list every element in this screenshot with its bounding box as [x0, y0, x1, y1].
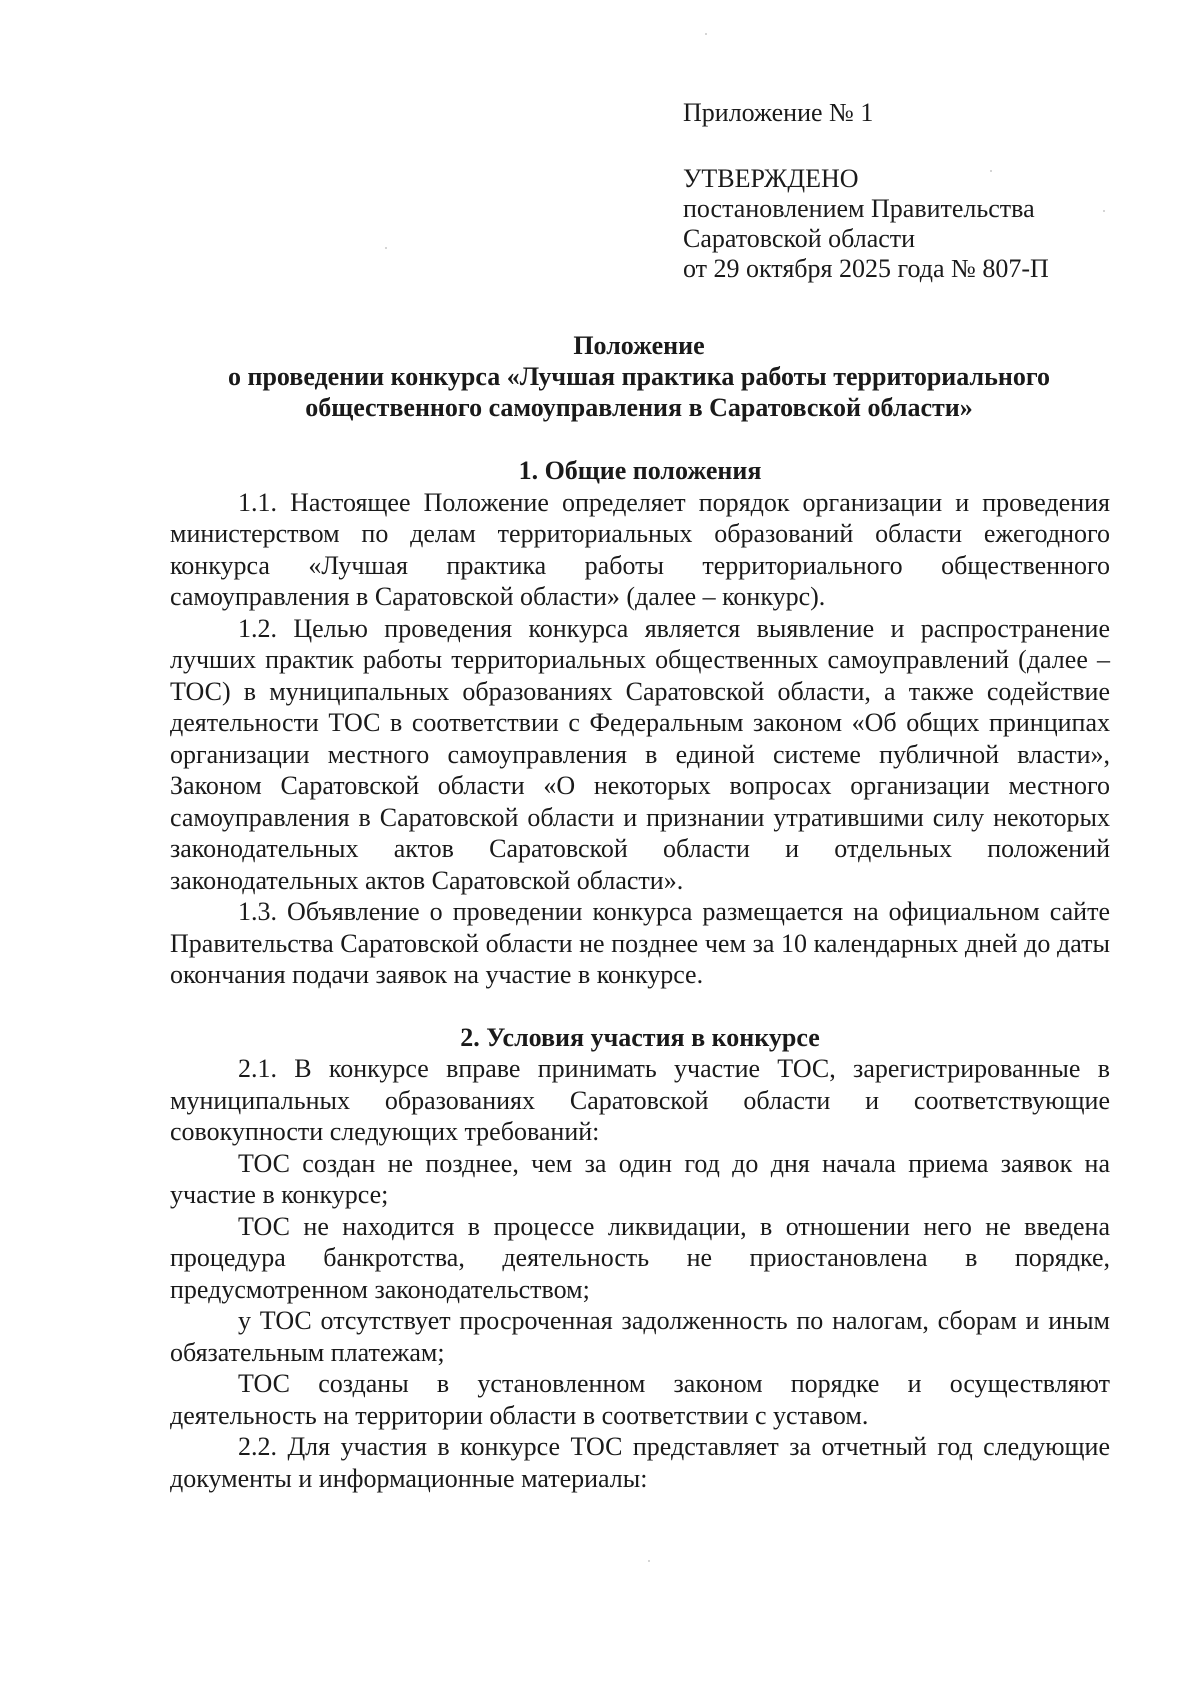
paragraph-1-2: 1.2. Целью проведения конкурса является выявление и распространение лучших практик работы территориальных общественных самоуправлений (далее – ТОС) в муниципальных образованиях Саратовской области, а также содействие деятельности ТОС в соответствии с Федеральным законом «Об общих принципах организации местного самоуправления в единой системе публичной власти», Законом Саратовской области «О некоторых вопросах организации местного самоуправления в Саратовской области и признании утратившими силу некоторых законодательных актов Саратовской области и отдельных положений законодательных актов Саратовской области».	[170, 613, 1110, 895]
title-line-3: общественного самоуправления в Саратовской области»	[305, 393, 973, 422]
requirement-item-2: ТОС не находится в процессе ликвидации, в отношении него не введена процедура банкротства, деятельность не приостановлена в порядке, предусмотренном законодательством;	[170, 1211, 1110, 1304]
requirement-item-1: ТОС создан не позднее, чем за один год до дня начала приема заявок на участие в конкурсе;	[170, 1148, 1110, 1209]
approval-line-3: от 29 октября 2025 года № 807-П	[683, 254, 1049, 283]
approval-line-2: Саратовской области	[683, 224, 916, 253]
paragraph-1-1: 1.1. Настоящее Положение определяет порядок организации и проведения министерством по делам территориальных образований области ежегодного конкурса «Лучшая практика работы территориального общественного самоуправления в Саратовской области» (далее – конкурс).	[170, 487, 1110, 611]
paragraph-2-2: 2.2. Для участия в конкурсе ТОС представляет за отчетный год следующие документы и информационные материалы:	[170, 1432, 1110, 1493]
scan-speck	[385, 247, 387, 249]
paragraph-2-1: 2.1. В конкурсе вправе принимать участие ТОС, зарегистрированные в муниципальных образованиях Саратовской области и соответствующие совокупности следующих требований:	[170, 1054, 1110, 1146]
scan-speck	[1103, 210, 1105, 212]
approval-line-1: постановлением Правительства	[683, 194, 1035, 223]
approved-stamp-text: УТВЕРЖДЕНО	[683, 164, 859, 193]
scan-speck	[648, 1560, 650, 1562]
title-line-2: о проведении конкурса «Лучшая практика работы территориального	[227, 362, 1050, 391]
approval-block	[683, 98, 1163, 284]
paragraph-1-3: 1.3. Объявление о проведении конкурса размещается на официальном сайте Правительства Саратовской области не позднее чем за 10 календарных дней до даты окончания подачи заявок на участие в конкурсе.	[170, 897, 1110, 989]
requirement-item-3: у ТОС отсутствует просроченная задолженность по налогам, сборам и иным обязательным платежам;	[170, 1306, 1110, 1367]
requirement-item-4: ТОС созданы в установленном законом порядке и осуществляют деятельность на территории области в соответствии с уставом.	[170, 1369, 1110, 1430]
scan-speck	[705, 33, 707, 35]
scan-speck	[990, 170, 992, 172]
title-line-1: Положение	[573, 331, 705, 360]
section-heading-1: 1. Общие положения	[518, 456, 762, 485]
appendix-label: Приложение № 1	[683, 98, 874, 127]
document-body	[170, 455, 1110, 1494]
section-heading-2: 2. Условия участия в конкурсе	[460, 1022, 820, 1052]
document-title	[165, 330, 1113, 423]
